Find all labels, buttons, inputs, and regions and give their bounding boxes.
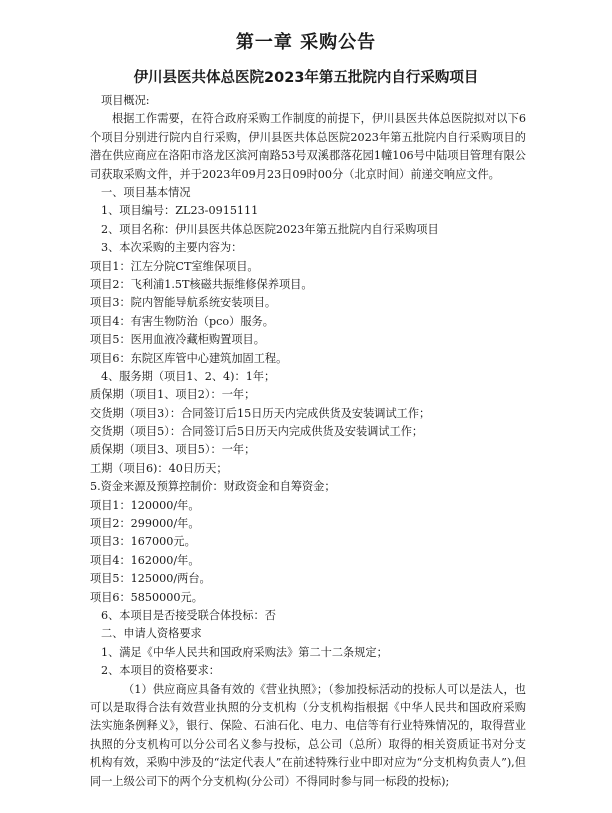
project-item: 项目5：医用血液冷藏柜购置项目。 <box>90 333 265 347</box>
project-name: 2、项目名称：伊川县医共体总医院2023年第五批院内自行采购项目 <box>101 222 439 236</box>
delivery-period: 交货期（项目3）：合同签订后15日历天内完成供货及安装调试工作； <box>90 406 431 420</box>
project-item: 项目4：有害生物防治（pco）服务。 <box>90 314 274 328</box>
project-item: 项目6：东院区库管中心建筑加固工程。 <box>90 351 288 365</box>
project-item: 项目3：院内智能导航系统安装项目。 <box>90 296 277 310</box>
warranty-period: 质保期（项目3、项目5）：一年； <box>90 443 256 457</box>
section-heading-1: 一、项目基本情况 <box>101 186 191 200</box>
project-number: 1、项目编号：ZL23-0915111 <box>101 204 259 218</box>
budget-item: 项目4：162000/年。 <box>90 553 200 567</box>
document-body <box>90 92 526 791</box>
warranty-period: 质保期（项目1、项目2）：一年； <box>90 388 256 402</box>
budget-item: 项目5：125000/两台。 <box>90 572 211 586</box>
document-title: 伊川县医共体总医院2023年第五批院内自行采购项目 <box>133 70 479 86</box>
construction-period: 工期（项目6)：40日历天； <box>90 461 228 475</box>
procurement-content-heading: 3、本次采购的主要内容为： <box>101 241 243 255</box>
qualification-paragraph: （1）供应商应具备有效的《营业执照》；（参加投标活动的投标人可以是法人，也可以是取得合法有效营业执照的分支机构（分支机构指根据《中华人民共和国政府采购法实施条例释义》，银行、保险、石油石化、电力、电信等有行业特殊情况的，取得营业执照的分支机构可以分公司名义参与投标，总公司（总所）取得的相关资质证书对分支机构有效，采购中涉及的“法定代表人”在前述特殊行业中即对应为“分支机构负责人”),但同一上级公司下的两个分支机构(分公司）不得同时参与同一标段的投标); <box>90 682 526 788</box>
qualification-law: 1、满足《中华人民共和国政府采购法》第二十二条规定； <box>101 645 388 659</box>
overview-label: 项目概况: <box>101 94 150 107</box>
project-item: 项目1：江左分院CT室维保项目。 <box>90 259 259 273</box>
overview-paragraph: 根据工作需要，在符合政府采购工作制度的前提下，伊川县医共体总医院拟对以下6个项目分别进行院内自行采购，伊川县医共体总医院2023年第五批院内自行采购项目的潜在供应商应在洛阳市洛龙区滨河南路53号双溪郡落花园1幢106号中陆项目管理有限公司获取采购文件，并于2023年09月23日09时00分（北京时间）前递交响应文件。 <box>90 112 526 181</box>
service-period: 4、服务期（项目1、2、4)：1年； <box>101 369 276 383</box>
project-item: 项目2：飞利浦1.5T核磁共振维修保养项目。 <box>90 277 313 291</box>
qualification-heading: 2、本项目的资格要求： <box>101 664 220 678</box>
chapter-heading: 第一章 采购公告 <box>235 32 377 53</box>
budget-item: 项目6：5850000元。 <box>90 590 203 604</box>
delivery-period: 交货期（项目5）：合同签订后5日历天内完成供货及安装调试工作； <box>90 425 424 439</box>
budget-item: 项目2：299000/年。 <box>90 517 200 531</box>
budget-item: 项目1：120000/年。 <box>90 498 200 512</box>
funding-source: 5.资金来源及预算控制价：财政资金和自筹资金； <box>90 480 336 494</box>
section-heading-2: 二、申请人资格要求 <box>101 627 202 641</box>
consortium-bidding: 6、本项目是否接受联合体投标：否 <box>101 609 276 622</box>
budget-item: 项目3：167000元。 <box>90 535 196 549</box>
